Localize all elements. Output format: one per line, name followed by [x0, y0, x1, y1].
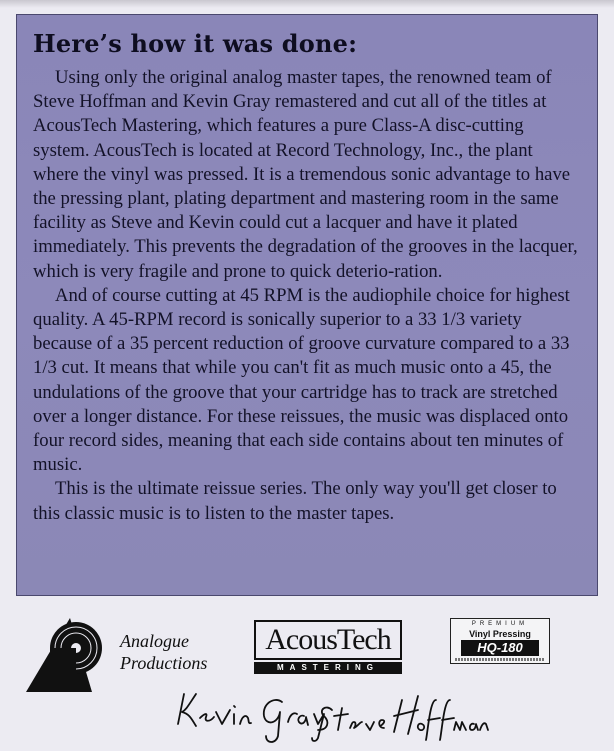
paragraph-1: Using only the original analog master tapes, the renowned team of Steve Hoffman and Kevin Gray remastered and cut all of the titles at AcousTech Mastering, which features a pure Class-A disc-cutting system. AcousTech is located at Record Technology, Inc., the plant where the vinyl was pressed. It is a tremendous sonic advantage to have the pressing plant, plating department and mastering room in the same facility as Steve and Kevin could cut a lacquer and have it plated immediately. This prevents the degradation of the grooves in the lacquer, which is very fragile and prone to quick deterio-ration. — [33, 67, 578, 282]
section-heading: Here’s how it was done: — [33, 29, 358, 58]
analogue-productions-wordmark: Analogue Productions — [120, 631, 208, 673]
acoustech-logo — [254, 620, 404, 674]
logo-strip — [0, 600, 614, 750]
hq180-main-label: HQ-180 — [461, 640, 539, 656]
paragraph-3: This is the ultimate reissue series. The only way you'll get closer to this classic music is to listen to the master tapes. — [33, 478, 557, 524]
steve-hoffman-signature — [170, 680, 490, 746]
hq180-premium-label: PREMIUM — [471, 621, 529, 627]
acoustech-wordmark: AcousTech — [254, 620, 402, 660]
text-panel — [16, 14, 598, 596]
acoustech-subtitle: MASTERING — [254, 662, 402, 674]
hq180-fine-print — [455, 658, 545, 661]
analogue-productions-emblem-icon — [24, 614, 114, 694]
signatures — [170, 680, 490, 746]
paragraph-2: And of course cutting at 45 RPM is the audiophile choice for highest quality. A 45-RPM record is sonically superior to a 33 1/3 variety because of a 35 percent reduction of groove curvature compared to a 33 1/3 cut. It means that while you can't fit as much music onto a 45, the undulations of the groove that your cartridge has to track are stretched over a longer distance. For these reissues, the music was displaced onto four record sides, meaning that each side contains about ten minutes of music. — [33, 284, 570, 476]
hq180-logo — [450, 618, 550, 664]
hq180-vinyl-label: Vinyl Pressing — [469, 629, 531, 639]
page-top-edge — [0, 0, 614, 8]
